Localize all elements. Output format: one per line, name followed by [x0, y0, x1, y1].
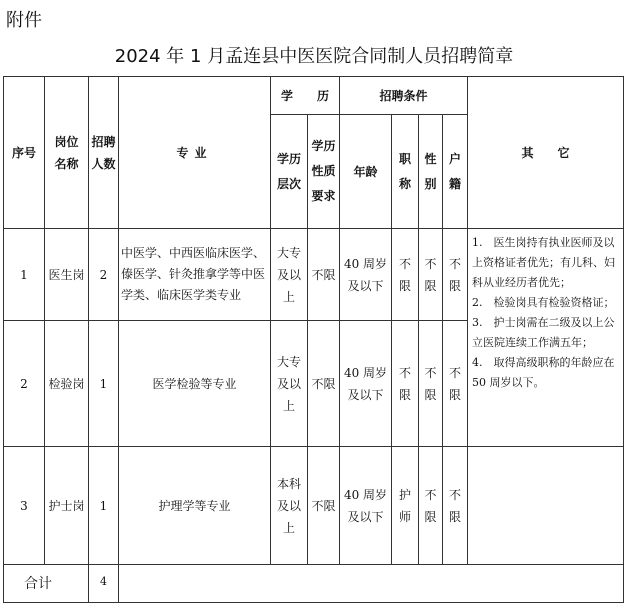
row-age-line2: 及以下 — [347, 278, 384, 293]
row-edu-nature: 不限 — [308, 321, 340, 447]
row-major: 中医学、中西医临床医学、傣医学、针灸推拿学等中医学类、临床医学类专业 — [119, 229, 271, 321]
row-household — [443, 321, 468, 447]
header-other-char2: 它 — [557, 145, 570, 160]
other-note-2: 2. 检验岗具有检验资格证； — [472, 296, 615, 309]
row-age-line1: 40 周岁 — [343, 365, 388, 380]
row-age-line1: 40 周岁 — [343, 256, 388, 271]
row-gender — [419, 321, 443, 447]
header-edu-nature — [308, 115, 340, 229]
header-position — [45, 77, 89, 229]
header-household — [443, 115, 468, 229]
row-gender-line1: 不 — [424, 487, 437, 502]
header-recruit-conditions: 招聘条件 — [340, 77, 468, 115]
row-edu-level-line1: 大专 — [276, 245, 301, 260]
row-gender-line2: 限 — [424, 278, 437, 293]
header-edu-nature-line3: 要求 — [311, 189, 336, 203]
row-gender — [419, 447, 443, 565]
header-title — [392, 115, 419, 229]
row-seq: 2 — [4, 321, 45, 447]
row-count: 1 — [89, 321, 119, 447]
row-age-line2: 及以下 — [347, 509, 384, 524]
row-gender-line2: 限 — [424, 509, 437, 524]
recruitment-table — [3, 76, 624, 603]
header-position-line1: 岗位 — [54, 134, 79, 149]
header-row-1 — [4, 77, 624, 115]
row-household-line2: 限 — [449, 509, 462, 524]
row-age — [340, 321, 392, 447]
row-position: 医生岗 — [45, 229, 89, 321]
header-count-line2: 人数 — [91, 156, 116, 171]
row-age — [340, 447, 392, 565]
row-household — [443, 229, 468, 321]
header-other — [468, 77, 624, 229]
row-age-line1: 40 周岁 — [343, 487, 388, 502]
total-count: 4 — [89, 565, 119, 603]
other-empty-cell — [468, 447, 624, 565]
header-position-line2: 名称 — [54, 156, 79, 171]
row-position: 护士岗 — [45, 447, 89, 565]
attachment-label: 附件 — [6, 10, 42, 31]
row-title — [392, 321, 419, 447]
row-title-line2: 限 — [398, 387, 411, 402]
row-seq: 3 — [4, 447, 45, 565]
other-note-3: 3. 护士岗需在二级及以上公立医院连续工作满五年； — [472, 316, 615, 349]
row-household — [443, 447, 468, 565]
header-other-char1: 其 — [521, 145, 534, 160]
row-edu-level — [271, 447, 308, 565]
header-edu-level — [271, 115, 308, 229]
header-household-line1: 户 — [449, 151, 462, 166]
header-edu-level-line1: 学历 — [276, 151, 301, 166]
header-education-group-char2: 历 — [317, 88, 330, 103]
row-title-line1: 不 — [398, 365, 411, 380]
row-position: 检验岗 — [45, 321, 89, 447]
total-row — [4, 565, 624, 603]
header-edu-level-line2: 层次 — [276, 176, 301, 191]
header-household-line2: 籍 — [449, 176, 462, 191]
row-title-line1: 护 — [398, 487, 411, 502]
row-gender-line1: 不 — [424, 256, 437, 271]
header-title-line2: 称 — [398, 176, 411, 191]
header-seq: 序号 — [4, 77, 45, 229]
other-note-1: 1. 医生岗持有执业医师及以上资格证者优先；有儿科、妇科从业经历者优先； — [472, 236, 616, 289]
row-count: 2 — [89, 229, 119, 321]
header-edu-nature-line1: 学历 — [311, 139, 336, 153]
header-gender — [419, 115, 443, 229]
row-age-line2: 及以下 — [347, 387, 384, 402]
total-empty-cell — [119, 565, 624, 603]
row-household-line1: 不 — [449, 256, 462, 271]
row-age — [340, 229, 392, 321]
header-title-line1: 职 — [398, 151, 411, 166]
row-edu-level — [271, 321, 308, 447]
total-label: 合计 — [4, 565, 89, 603]
row-title — [392, 447, 419, 565]
header-edu-nature-line2: 性质 — [311, 164, 336, 178]
row-edu-level-line3: 上 — [282, 289, 295, 304]
header-major: 专业 — [119, 77, 271, 229]
row-edu-nature: 不限 — [308, 229, 340, 321]
row-edu-level-line2: 及以 — [276, 498, 301, 513]
header-education-group-char1: 学 — [280, 88, 293, 103]
row-edu-level — [271, 229, 308, 321]
row-household-line2: 限 — [449, 387, 462, 402]
header-count-line1: 招聘 — [91, 134, 116, 149]
header-education-group — [271, 77, 340, 115]
header-gender-line2: 别 — [424, 176, 437, 191]
table-row — [4, 447, 624, 565]
row-gender-line1: 不 — [424, 365, 437, 380]
row-gender-line2: 限 — [424, 387, 437, 402]
row-title-line2: 师 — [398, 509, 411, 524]
page-title: 2024 年 1 月孟连县中医医院合同制人员招聘简章 — [114, 46, 514, 67]
row-seq: 1 — [4, 229, 45, 321]
row-title-line2: 限 — [398, 278, 411, 293]
row-edu-level-line1: 本科 — [276, 476, 301, 491]
row-major: 医学检验等专业 — [119, 321, 271, 447]
row-household-line1: 不 — [449, 487, 462, 502]
row-edu-nature: 不限 — [308, 447, 340, 565]
header-count — [89, 77, 119, 229]
row-major: 护理学等专业 — [119, 447, 271, 565]
row-household-line1: 不 — [449, 365, 462, 380]
row-edu-level-line3: 上 — [282, 520, 295, 535]
row-count: 1 — [89, 447, 119, 565]
row-edu-level-line2: 及以 — [276, 376, 301, 391]
table-row — [4, 229, 624, 321]
row-gender — [419, 229, 443, 321]
header-gender-line1: 性 — [424, 151, 437, 166]
row-edu-level-line3: 上 — [282, 398, 295, 413]
row-title-line1: 不 — [398, 256, 411, 271]
header-age: 年龄 — [340, 115, 392, 229]
row-household-line2: 限 — [449, 278, 462, 293]
row-edu-level-line2: 及以 — [276, 267, 301, 282]
other-requirements — [468, 229, 624, 447]
row-title — [392, 229, 419, 321]
other-note-4: 4. 取得高级职称的年龄应在 50 周岁以下。 — [472, 356, 615, 389]
row-edu-level-line1: 大专 — [276, 354, 301, 369]
